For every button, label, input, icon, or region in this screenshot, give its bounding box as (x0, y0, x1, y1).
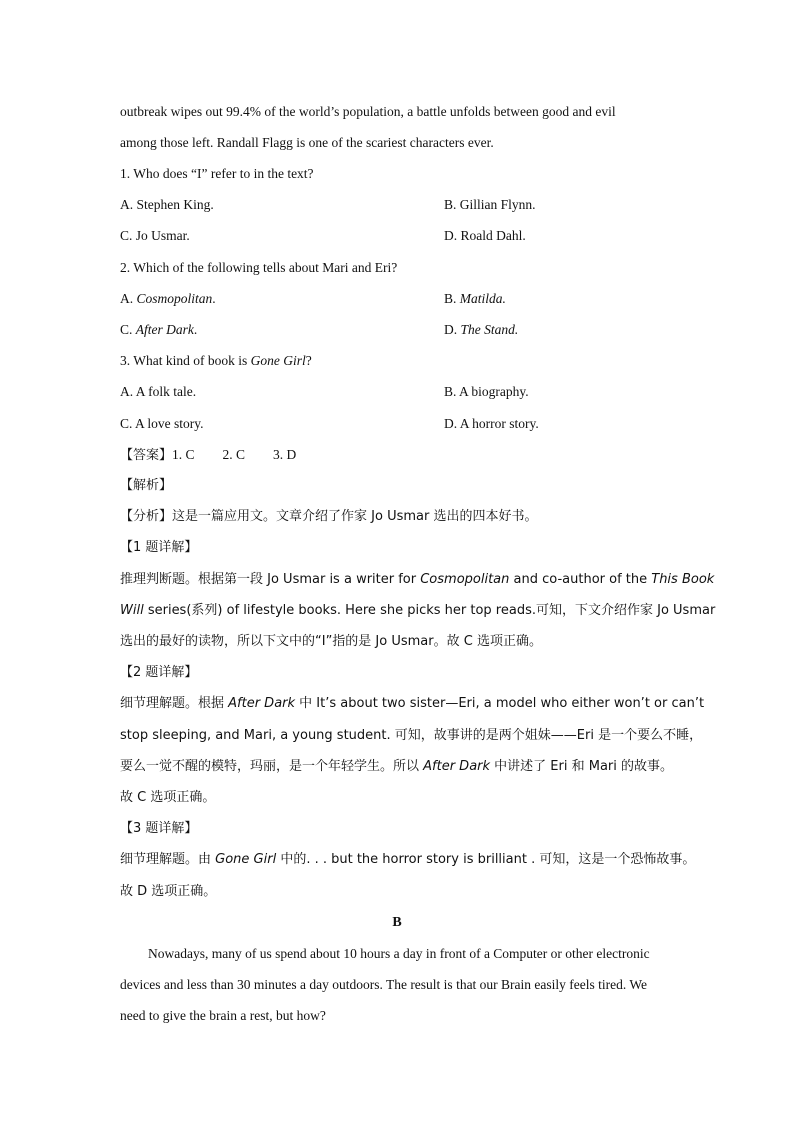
question-3-option-a: A. A folk tale. (120, 384, 197, 399)
question-3-stem: 3. What kind of book is Gone Girl? (120, 353, 312, 368)
answer-line: 【答案】1. C 2. C 3. D (120, 447, 297, 463)
analysis-label: 【解析】 (120, 478, 173, 493)
detail-3-heading: 【3 题详解】 (120, 821, 198, 836)
question-3-option-b: B. A biography. (444, 384, 529, 399)
detail-1-line: Will series(系列) of lifestyle books. Here she picks her top reads.可知，下文介绍作家 Jo Usmar (120, 603, 716, 618)
question-1-option-d: D. Roald Dahl. (444, 228, 526, 243)
section-b-paragraph-line: devices and less than 30 minutes a day outdoors. The result is that our Brain easily feels tired. We (120, 977, 648, 992)
question-2-option-a: A. Cosmopolitan. (120, 291, 216, 306)
detail-2-line: stop sleeping, and Mari, a young student. 可知，故事讲的是两个姐妹——Eri 是一个要么不睡， (120, 728, 703, 743)
question-1-stem: 1. Who does “I” refer to in the text? (120, 166, 314, 181)
detail-1-line: 推理判断题。根据第一段 Jo Usmar is a writer for Cosmopolitan and co-author of the This Book (120, 572, 715, 587)
question-2-stem: 2. Which of the following tells about Mari and Eri? (120, 260, 398, 275)
question-1-option-b: B. Gillian Flynn. (444, 197, 536, 212)
passage-line: outbreak wipes out 99.4% of the world’s population, a battle unfolds between good and evil (120, 104, 616, 119)
detail-2-line: 要么一觉不醒的模特，玛丽，是一个年轻学生。所以 After Dark 中讲述了 Eri 和 Mari 的故事。 (120, 759, 674, 774)
question-3-option-c: C. A love story. (120, 416, 204, 431)
detail-3-line: 故 D 选项正确。 (120, 884, 217, 899)
question-1-option-c: C. Jo Usmar. (120, 228, 190, 243)
question-2-option-c: C. After Dark. (120, 322, 198, 337)
question-2-option-b: B. Matilda. (444, 291, 506, 306)
passage-line: among those left. Randall Flagg is one of the scariest characters ever. (120, 135, 494, 150)
detail-2-heading: 【2 题详解】 (120, 665, 198, 680)
section-b-paragraph-line: Nowadays, many of us spend about 10 hours a day in front of a Computer or other electronic (148, 946, 650, 961)
detail-2-line: 细节理解题。根据 After Dark 中 It’s about two sister—Eri, a model who either won’t or can’t (120, 696, 705, 711)
detail-2-line: 故 C 选项正确。 (120, 790, 216, 805)
question-2-option-d: D. The Stand. (444, 322, 519, 337)
detail-3-line: 细节理解题。由 Gone Girl 中的. . . but the horror story is brilliant . 可知，这是一个恐怖故事。 (120, 852, 696, 867)
detail-1-heading: 【1 题详解】 (120, 540, 198, 555)
overview-line: 【分析】这是一篇应用文。文章介绍了作家 Jo Usmar 选出的四本好书。 (120, 509, 538, 524)
question-1-option-a: A. Stephen King. (120, 197, 214, 212)
section-b-heading: B (392, 915, 402, 930)
question-3-option-d: D. A horror story. (444, 416, 539, 431)
detail-1-line: 选出的最好的读物，所以下文中的“I”指的是 Jo Usmar。故 C 选项正确。 (120, 634, 542, 649)
section-b-paragraph-line: need to give the brain a rest, but how? (120, 1008, 326, 1023)
answer-label: 【答案】 (120, 448, 173, 463)
